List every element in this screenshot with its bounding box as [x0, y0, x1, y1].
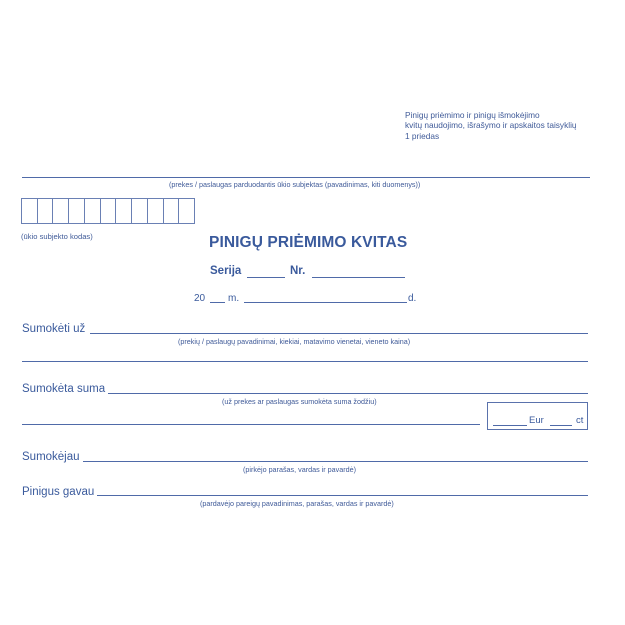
entity-code-cell[interactable]	[85, 199, 101, 223]
appendix-line-3: 1 priedas	[405, 130, 440, 141]
entity-code-cell[interactable]	[148, 199, 164, 223]
year-prefix: 20	[194, 293, 206, 304]
seller-field[interactable]	[22, 177, 590, 178]
currency-label: Eur	[529, 415, 544, 426]
series-label: Serija	[210, 265, 242, 277]
year-field[interactable]	[210, 302, 225, 303]
number-label: Nr.	[290, 265, 306, 277]
entity-code-cell[interactable]	[179, 199, 194, 223]
paid-amount-field[interactable]	[108, 393, 588, 394]
number-field[interactable]	[312, 277, 405, 278]
entity-code-field[interactable]	[21, 198, 195, 224]
paid-for-label: Sumokėti už	[22, 323, 86, 335]
receiver-field[interactable]	[97, 495, 588, 496]
payer-label: Sumokėjau	[22, 451, 80, 463]
entity-code-cell[interactable]	[53, 199, 69, 223]
paid-amount-caption: (už prekes ar paslaugas sumokėta suma žodžiu)	[222, 397, 377, 406]
seller-caption: (prekes / paslaugas parduodantis ūkio subjektas (pavadinimas, kiti duomenys))	[169, 180, 421, 189]
paid-amount-label: Sumokėta suma	[22, 383, 106, 395]
payer-field[interactable]	[83, 461, 588, 462]
paid-for-caption: (prekių / paslaugų pavadinimai, kiekiai, matavimo vienetai, vieneto kaina)	[178, 337, 411, 346]
day-suffix: d.	[408, 293, 417, 304]
euro-amount-field[interactable]	[493, 425, 527, 426]
paid-for-field[interactable]	[90, 333, 588, 334]
entity-code-cell[interactable]	[116, 199, 132, 223]
receiver-caption: (pardavėjo pareigų pavadinimas, parašas, vardas ir pavardė)	[200, 499, 394, 508]
amount-box	[487, 402, 588, 430]
year-suffix: m.	[228, 293, 240, 304]
entity-code-cell[interactable]	[132, 199, 148, 223]
series-field[interactable]	[247, 277, 285, 278]
document-title: PINIGŲ PRIĖMIMO KVITAS	[209, 234, 408, 251]
entity-code-cell[interactable]	[22, 199, 38, 223]
payer-caption: (pirkėjo parašas, vardas ir pavardė)	[243, 465, 357, 474]
entity-code-cell[interactable]	[69, 199, 85, 223]
month-day-field[interactable]	[244, 302, 407, 303]
entity-code-cell[interactable]	[101, 199, 117, 223]
entity-code-cell[interactable]	[164, 199, 180, 223]
cents-amount-field[interactable]	[550, 425, 572, 426]
appendix-line-1: Pinigų priėmimo ir pinigų išmokėjimo	[405, 110, 540, 120]
appendix-reference	[405, 110, 577, 141]
entity-code-cell[interactable]	[38, 199, 54, 223]
entity-code-caption: (ūkio subjekto kodas)	[21, 232, 93, 241]
paid-for-field-line-2[interactable]	[22, 361, 588, 362]
appendix-line-2: kvitų naudojimo, išrašymo ir apskaitos taisyklių	[405, 120, 577, 131]
paid-amount-field-line-2[interactable]	[22, 424, 480, 425]
receiver-label: Pinigus gavau	[22, 486, 95, 498]
cents-label: ct	[576, 415, 584, 426]
